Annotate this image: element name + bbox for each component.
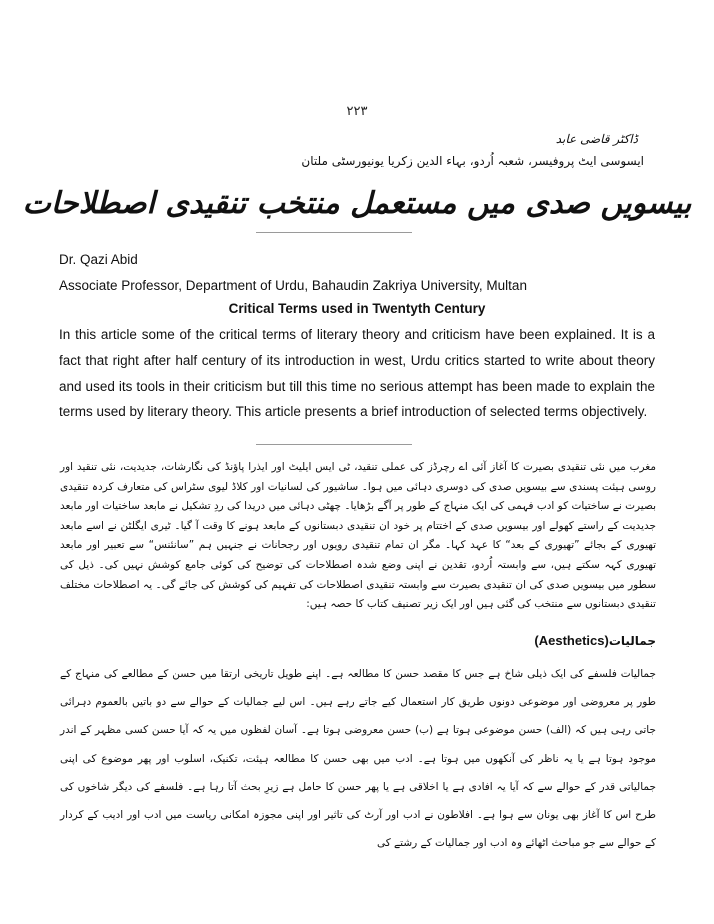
urdu-article-title: بیسویں صدی میں مستعمل منتخب تنقیدی اصطلاحات [22,186,692,221]
urdu-intro-paragraph: مغرب میں نئی تنقیدی بصیرت کا آغاز آئی اے رچرڈز کی عملی تنقید، ٹی ایس ایلیٹ اور ایذرا پاؤنڈ کی نگارشات، جدیدیت، نئی تنقید اور روسی ہیئت پسندی سے بیسویں صدی کی دوسری دہائی میں ہوا۔ ساشیور کی لسانیات اور کلاڈ لیوی سٹراس کی متعارف کردہ تنقیدی بصیرت نے ساختیات کو ادب فہمی کی ایک منہاج کے طور پر آگے بڑھایا۔ چھٹی دہائی میں دریدا کی ردِ تشکیل نے مابعد ساختیات اور مابعد جدیدیت کے راستے کھولے اور بیسویں صدی کے اختتام پر خود ان تنقیدی دبستانوں کے مابعد ہونے کا وقت آ گیا۔ ٹیری ایگلٹن نے اسے مابعد تھیوری کے بجائے ”تھیوری کے بعد“ کا عہد کہا۔ مگر ان تمام تنقیدی رویوں اور رجحانات نے جنہیں ہم ”سانئنس“ سے تعبیر اور مابعد تھیوری کہہ سکتے ہیں، سے وابستہ اُردو، تقدین نے اپنی وضع شدہ اصطلاحات کی توضیح کی کوئی جامع کوشش نہیں کی۔ ذیل کی سطور میں بیسویں صدی کی ان تنقیدی بصیرت سے وابستہ تنقیدی اصطلاحات کی تفہیم کی کوشش کی جائے گی۔ یہ اصطلاحات مختلف تنقیدی دبستانوں سے منتخب کی گئی ہیں اور ایک زیر تصنیف کتاب کا حصہ ہیں: [60,461,656,611]
english-affiliation: Associate Professor, Department of Urdu, Bahaudin Zakriya University, Multan [59,278,527,293]
urdu-introduction [60,458,656,615]
urdu-aesthetics-section [60,660,656,857]
divider-rule-bottom [256,444,412,445]
urdu-affiliation: ایسوسی ایٹ پروفیسر، شعبہ اُردو، بہاء الدین زکریا یونیورسٹی ملتان [301,154,644,168]
urdu-aesthetics-paragraph: جمالیات فلسفے کی ایک ذیلی شاخ ہے جس کا مقصد حسن کا مطالعہ ہے۔ اپنے طویل تاریخی ارتقا میں حسن کے مطالعے کی منہاج کے طور پر معروضی اور موضوعی دونوں طریق کار استعمال کیے جاتے رہے ہیں۔ اس لیے جمالیات کے حوالے سے دو باتیں بالعموم دہرائی جاتی رہی ہیں کہ (الف) حسن موضوعی ہوتا ہے (ب) حسن معروضی ہوتا ہے۔ آسان لفظوں میں یہ کہ آیا حسن کسی مظہر کے اندر موجود ہوتا ہے یا یہ ناظر کی آنکھوں میں ہوتا ہے۔ ادب میں بھی حسن کا مطالعہ ہیئت، تکنیک، اسلوب اور پھر موضوع کی اپنی جمالیاتی قدر کے حوالے سے کہ آیا یہ افادی ہے یا اخلاقی ہے یا پھر حسن کا حامل ہے زیرِ بحث آتا رہا ہے۔ فلسفے کی دیگر شاخوں کی طرح اس کا آغاز بھی یونان سے ہوا ہے۔ افلاطون نے ادب اور آرٹ کی تاثیر اور اپنی مجوزہ امکانی ریاست میں ادب اور ادیب کے کردار کے حوالے سے جو مباحث اٹھائے وہ ادب اور جمالیات کے رشتے کی [60,668,656,850]
urdu-author: ڈاکٹر قاضی عابد [555,132,638,146]
english-article-title: Critical Terms used in Twentyth Century [228,301,486,316]
section-heading-aesthetics [534,633,656,648]
page-number: ۲۲۳ [346,104,368,119]
english-abstract: In this article some of the critical terms of literary theory and criticism have been explained. It is a fact that right after half century of its introduction in west, Urdu critics started to write about theory and used its tools in their criticism but till this time no serious attempt has been made to explain the terms used by literary theory. This article presents a brief introduction of selected terms objectively. [59,327,655,420]
section-heading-urdu: جمالیات [608,634,656,648]
english-author: Dr. Qazi Abid [59,252,138,267]
divider-rule-top [256,232,412,233]
section-heading-english: (Aesthetics) [534,633,609,648]
